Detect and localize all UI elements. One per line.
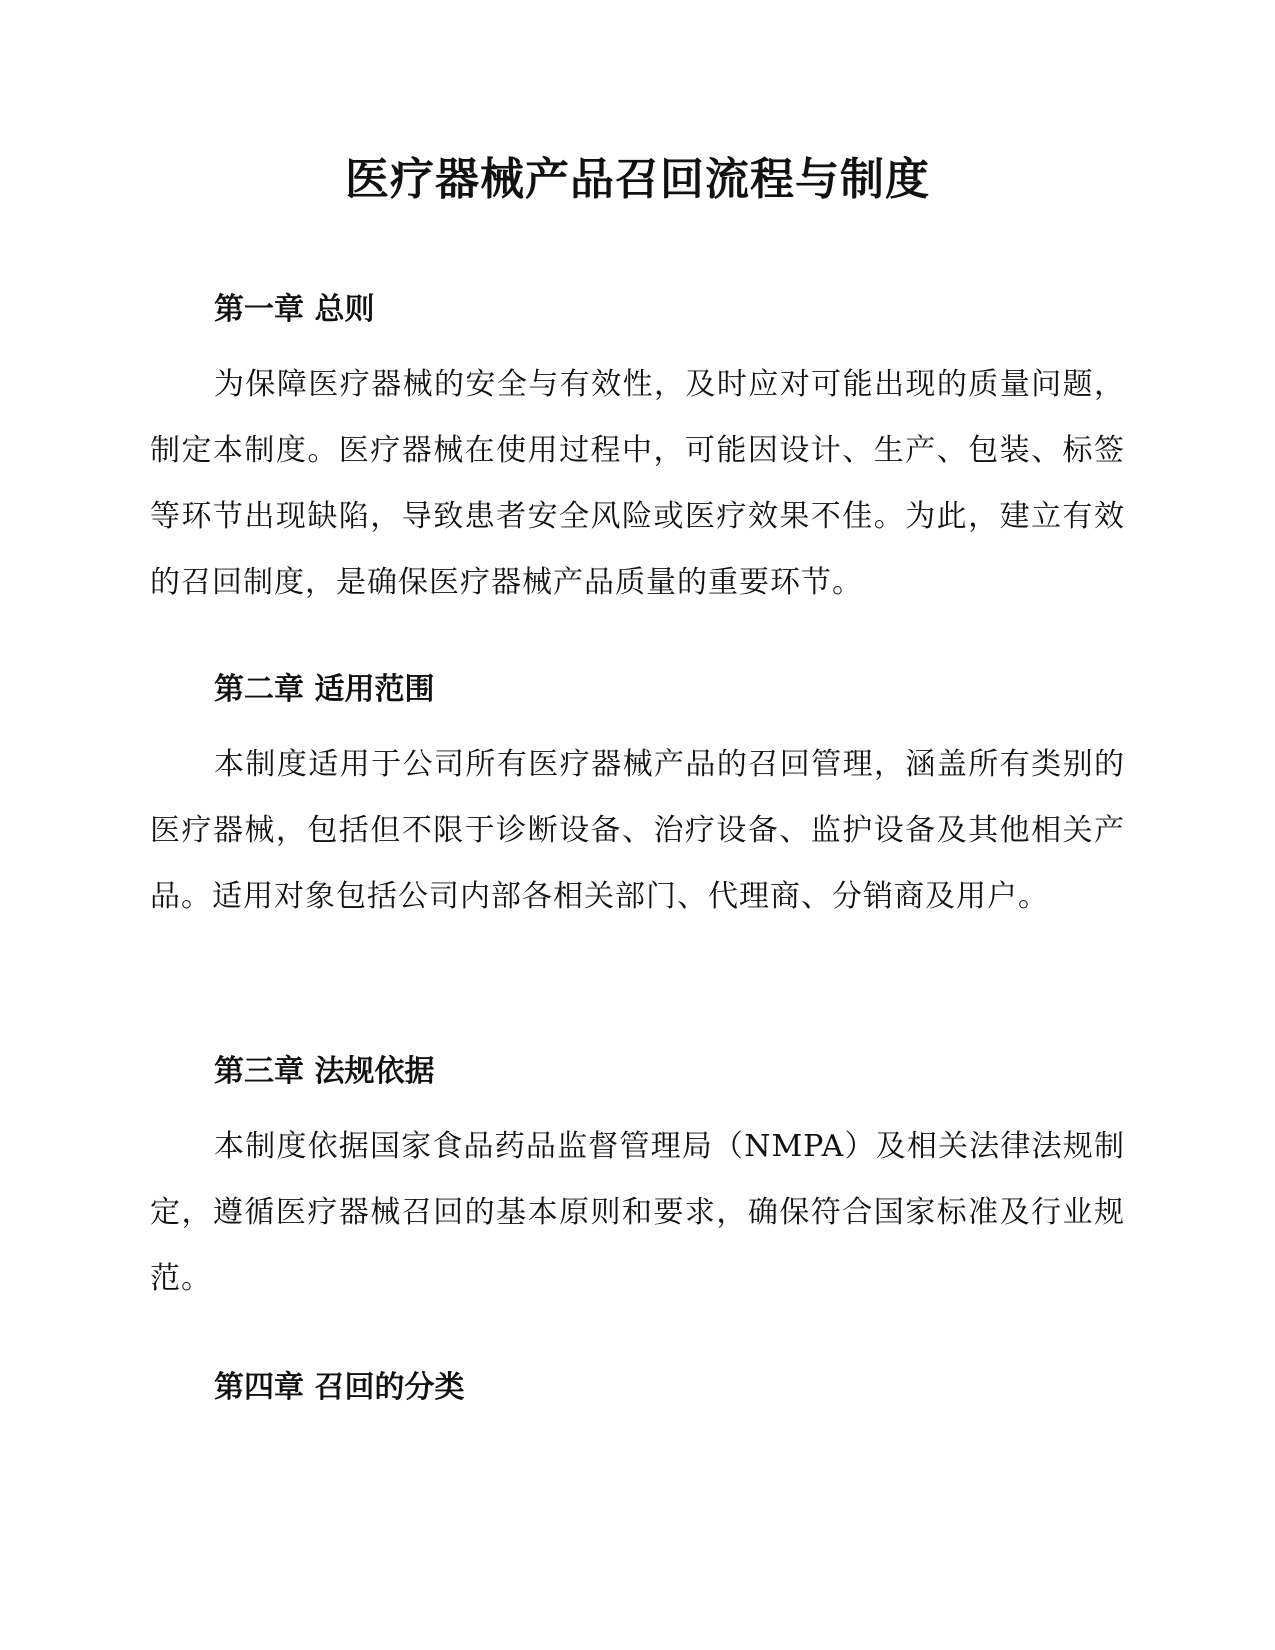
chapter-heading: 第三章 法规依据 bbox=[214, 1054, 435, 1089]
chapter-heading: 第一章 总则 bbox=[214, 292, 375, 327]
chapter-2 bbox=[150, 670, 1125, 930]
document-title: 医疗器械产品召回流程与制度 bbox=[345, 154, 930, 205]
chapter-body: 本制度适用于公司所有医疗器械产品的召回管理，涵盖所有类别的医疗器械，包括但不限于诊断设备、治疗设备、监护设备及其他相关产品。适用对象包括公司内部各相关部门、代理商、分销商及用户。 bbox=[150, 747, 1125, 914]
chapter-3 bbox=[150, 1052, 1125, 1312]
chapter-heading: 第二章 适用范围 bbox=[214, 672, 435, 707]
chapter-heading: 第四章 召回的分类 bbox=[214, 1370, 465, 1405]
chapter-body: 为保障医疗器械的安全与有效性，及时应对可能出现的质量问题，制定本制度。医疗器械在使用过程中，可能因设计、生产、包装、标签等环节出现缺陷，导致患者安全风险或医疗效果不佳。为此，建立有效的召回制度，是确保医疗器械产品质量的重要环节。 bbox=[150, 367, 1125, 600]
chapter-1 bbox=[150, 290, 1125, 616]
chapter-4 bbox=[150, 1368, 1125, 1408]
chapter-body: 本制度依据国家食品药品监督管理局（NMPA）及相关法律法规制定，遵循医疗器械召回的基本原则和要求，确保符合国家标准及行业规范。 bbox=[150, 1129, 1125, 1296]
